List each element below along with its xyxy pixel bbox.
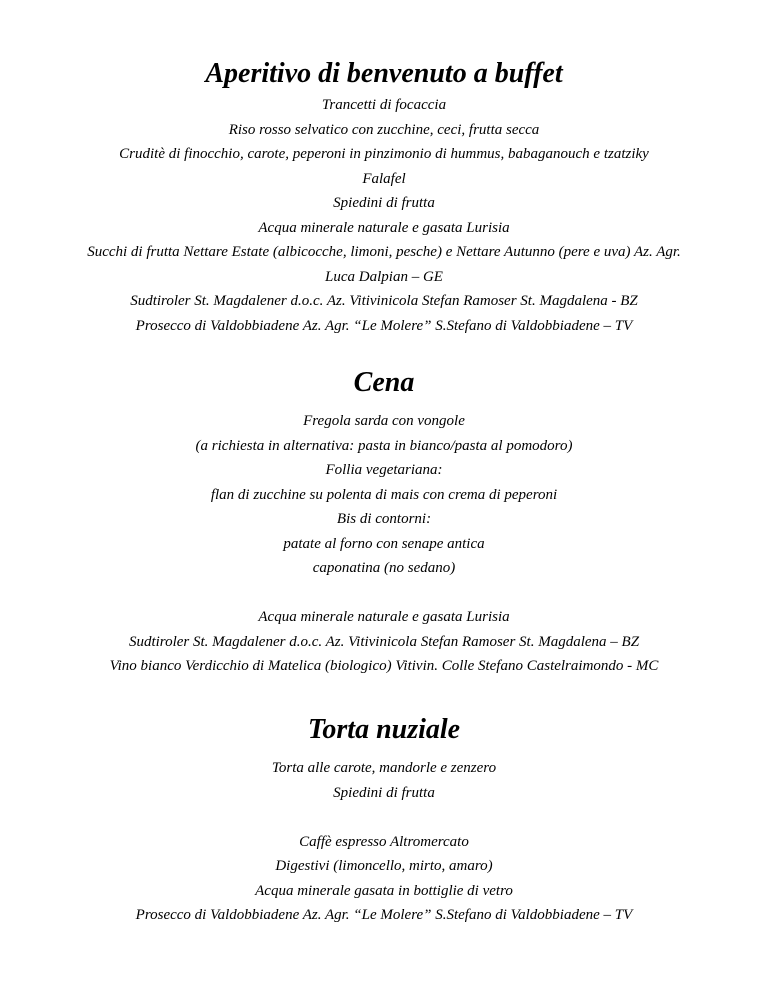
menu-line: Spiedini di frutta xyxy=(333,195,435,211)
drink-line: Vino bianco Verdicchio di Matelica (biologico) Vitivin. Colle Stefano Castelraimondo - MC xyxy=(109,658,659,674)
section-title-cena: Cena xyxy=(353,367,415,398)
section-cena xyxy=(0,367,768,679)
extra-line: Acqua minerale gasata in bottiglie di vetro xyxy=(255,882,513,899)
drink-line: Acqua minerale naturale e gasata Lurisia xyxy=(258,609,510,625)
menu-line: Follia vegetariana: xyxy=(325,462,443,478)
menu-line: Falafel xyxy=(362,170,406,187)
section-torta xyxy=(0,714,768,928)
menu-line: Acqua minerale naturale e gasata Lurisia xyxy=(258,219,510,236)
menu-line: Cruditè di finocchio, carote, peperoni in pinzimonio di hummus, babaganouch e tzatziky xyxy=(119,146,649,162)
menu-line: Torta alle carote, mandorle e zenzero xyxy=(271,760,497,776)
menu-line: flan di zucchine su polenta di mais con crema di peperoni xyxy=(210,486,558,503)
section-aperitivo xyxy=(0,58,768,338)
cena-item-list xyxy=(0,409,768,679)
drink-line: Sudtiroler St. Magdalener d.o.c. Az. Vitivinicola Stefan Ramoser St. Magdalena – BZ xyxy=(128,633,640,650)
menu-line: Trancetti di focaccia xyxy=(321,97,447,113)
menu-line: (a richiesta in alternativa: pasta in bianco/pasta al pomodoro) xyxy=(195,437,573,454)
menu-line: Bis di contorni: xyxy=(336,511,432,527)
menu-line: Fregola sarda con vongole xyxy=(303,413,465,429)
menu-line: Sudtiroler St. Magdalener d.o.c. Az. Vitivinicola Stefan Ramoser St. Magdalena - BZ xyxy=(130,293,638,309)
section-title-aperitivo: Aperitivo di benvenuto a buffet xyxy=(205,58,563,89)
menu-line: Prosecco di Valdobbiadene Az. Agr. “Le Molere” S.Stefano di Valdobbiadene – TV xyxy=(135,317,633,334)
menu-line: Succhi di frutta Nettare Estate (albicocche, limoni, pesche) e Nettare Autunno (pere e uva) Az. Agr. xyxy=(87,244,681,260)
extra-line: Prosecco di Valdobbiadene Az. Agr. “Le Molere” S.Stefano di Valdobbiadene – TV xyxy=(135,907,633,923)
menu-line: Spiedini di frutta xyxy=(333,784,435,801)
extra-line: Digestivi (limoncello, mirto, amaro) xyxy=(275,858,493,874)
torta-item-list xyxy=(0,756,768,928)
blank-line xyxy=(0,805,768,830)
section-title-torta: Torta nuziale xyxy=(307,714,461,745)
extra-line: Caffè espresso Altromercato xyxy=(299,833,469,850)
menu-line: caponatina (no sedano) xyxy=(312,560,456,576)
blank-line xyxy=(0,581,768,606)
menu-line: Luca Dalpian – GE xyxy=(325,268,443,285)
menu-line: patate al forno con senape antica xyxy=(283,535,485,552)
menu-line: Riso rosso selvatico con zucchine, ceci, frutta secca xyxy=(228,121,540,138)
aperitivo-item-list xyxy=(0,93,768,338)
